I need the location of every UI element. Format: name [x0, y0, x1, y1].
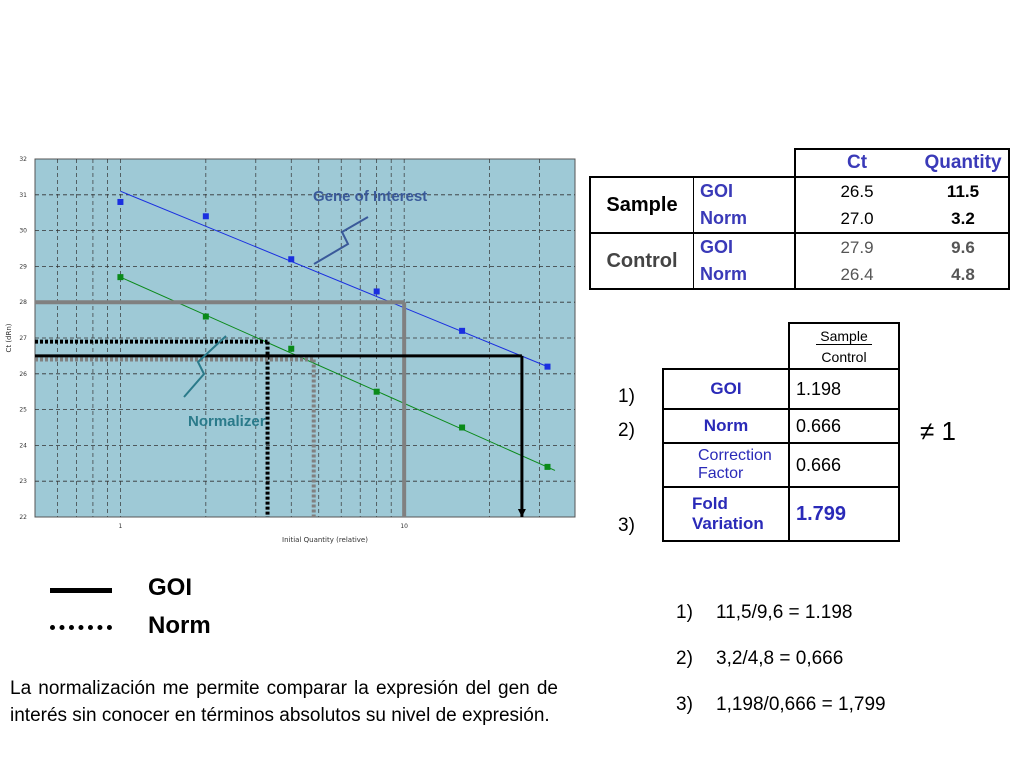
table2-label-correction: Correction Factor	[663, 443, 789, 487]
legend-goi-line	[50, 588, 112, 593]
x-axis-label: Initial Quantity (relative)	[282, 536, 368, 544]
step-text: 11,5/9,6 = 1.198	[716, 602, 853, 623]
table1-ct-cell: 26.5	[795, 177, 918, 205]
step-marker-2: 2)	[618, 420, 635, 441]
step-marker-3: 3)	[618, 515, 635, 536]
y-tick-label: 23	[19, 478, 27, 486]
y-tick-label: 30	[19, 227, 27, 235]
x-tick-label: 10	[400, 523, 408, 530]
table1-header-quantity: Quantity	[918, 149, 1009, 177]
y-axis-label: Ct (dRn)	[5, 323, 13, 353]
table2-value-goi: 1.198	[789, 369, 899, 409]
data-point	[459, 425, 465, 431]
y-tick-label: 24	[19, 442, 27, 450]
y-tick-label: 31	[19, 191, 27, 199]
table2-value-correction: 0.666	[789, 443, 899, 487]
data-point	[545, 364, 551, 370]
step-text: 3,2/4,8 = 0,666	[716, 648, 844, 669]
table1-row-label: GOI	[694, 233, 796, 261]
y-tick-label: 26	[19, 370, 27, 378]
step-number: 2)	[676, 648, 693, 669]
data-point	[117, 274, 123, 280]
table1-quantity-cell: 9.6	[918, 233, 1009, 261]
table2-label-fold: Fold Variation	[663, 487, 789, 541]
annotation-normalizer: Normalizer	[188, 413, 266, 430]
y-tick-label: 29	[19, 263, 27, 271]
table1-row-label: Norm	[694, 261, 796, 289]
standard-curve-chart	[0, 152, 582, 557]
y-tick-label: 22	[19, 514, 27, 521]
table1-empty-corner	[590, 149, 694, 177]
annotation-gene-of-interest: Gene of Interest	[313, 188, 428, 205]
table1-row-label: Norm	[700, 208, 748, 228]
table1-ct-cell: 27.0	[795, 205, 918, 233]
y-tick-label: 28	[19, 299, 27, 307]
x-tick-label: 1	[118, 523, 123, 530]
data-point	[288, 256, 294, 262]
data-point	[374, 389, 380, 395]
table1-group-sample: Sample	[590, 177, 694, 233]
data-point	[203, 213, 209, 219]
table1-quantity-cell: 3.2	[918, 205, 1009, 233]
data-point	[459, 328, 465, 334]
table1-empty-corner-2	[694, 149, 796, 177]
table1-quantity-cell: 11.5	[918, 177, 1009, 205]
not-equal-label: ≠ 1	[920, 416, 956, 446]
legend-norm-label: Norm	[148, 612, 211, 639]
legend-norm-line	[50, 625, 112, 630]
table2-label-goi: GOI	[663, 369, 789, 409]
data-point	[545, 464, 551, 470]
table1-group-control: Control	[590, 233, 694, 289]
chart-svg	[0, 152, 582, 557]
table1-header-ct: Ct	[795, 149, 918, 177]
step-marker-1: 1)	[618, 386, 635, 407]
legend-goi-label: GOI	[148, 574, 193, 601]
data-point	[374, 288, 380, 294]
data-point	[288, 346, 294, 352]
step-number: 3)	[676, 694, 693, 715]
description-text: La normalización me permite comparar la expresión del gen de interés sin conocer en términos absolutos su nivel de expresión.	[10, 678, 558, 726]
table1-ct-cell: 26.4	[795, 261, 918, 289]
data-point	[203, 314, 209, 320]
table2-header-fraction	[789, 323, 899, 369]
table2-header-numerator: Sample	[816, 328, 871, 345]
ratio-table	[662, 322, 900, 542]
calculation-steps	[676, 602, 886, 740]
table2-label-norm: Norm	[663, 409, 789, 443]
table2-header-denominator: Control	[821, 348, 867, 365]
table2-value-norm: 0.666	[789, 409, 899, 443]
y-tick-label: 32	[19, 156, 27, 163]
step-text: 1,198/0,666 = 1,799	[716, 694, 886, 715]
step-item	[676, 694, 886, 740]
y-tick-label: 27	[19, 335, 27, 342]
y-tick-label: 25	[19, 406, 27, 414]
table2-empty-corner	[663, 323, 789, 369]
table2-value-fold: 1.799	[789, 487, 899, 541]
data-point	[117, 199, 123, 205]
step-number: 1)	[676, 602, 693, 623]
table1-row-label: GOI	[694, 177, 796, 205]
step-item	[676, 648, 886, 694]
table1-ct-cell: 27.9	[795, 233, 918, 261]
step-item	[676, 602, 886, 648]
ct-quantity-table	[589, 148, 1010, 290]
table1-quantity-cell: 4.8	[918, 261, 1009, 289]
